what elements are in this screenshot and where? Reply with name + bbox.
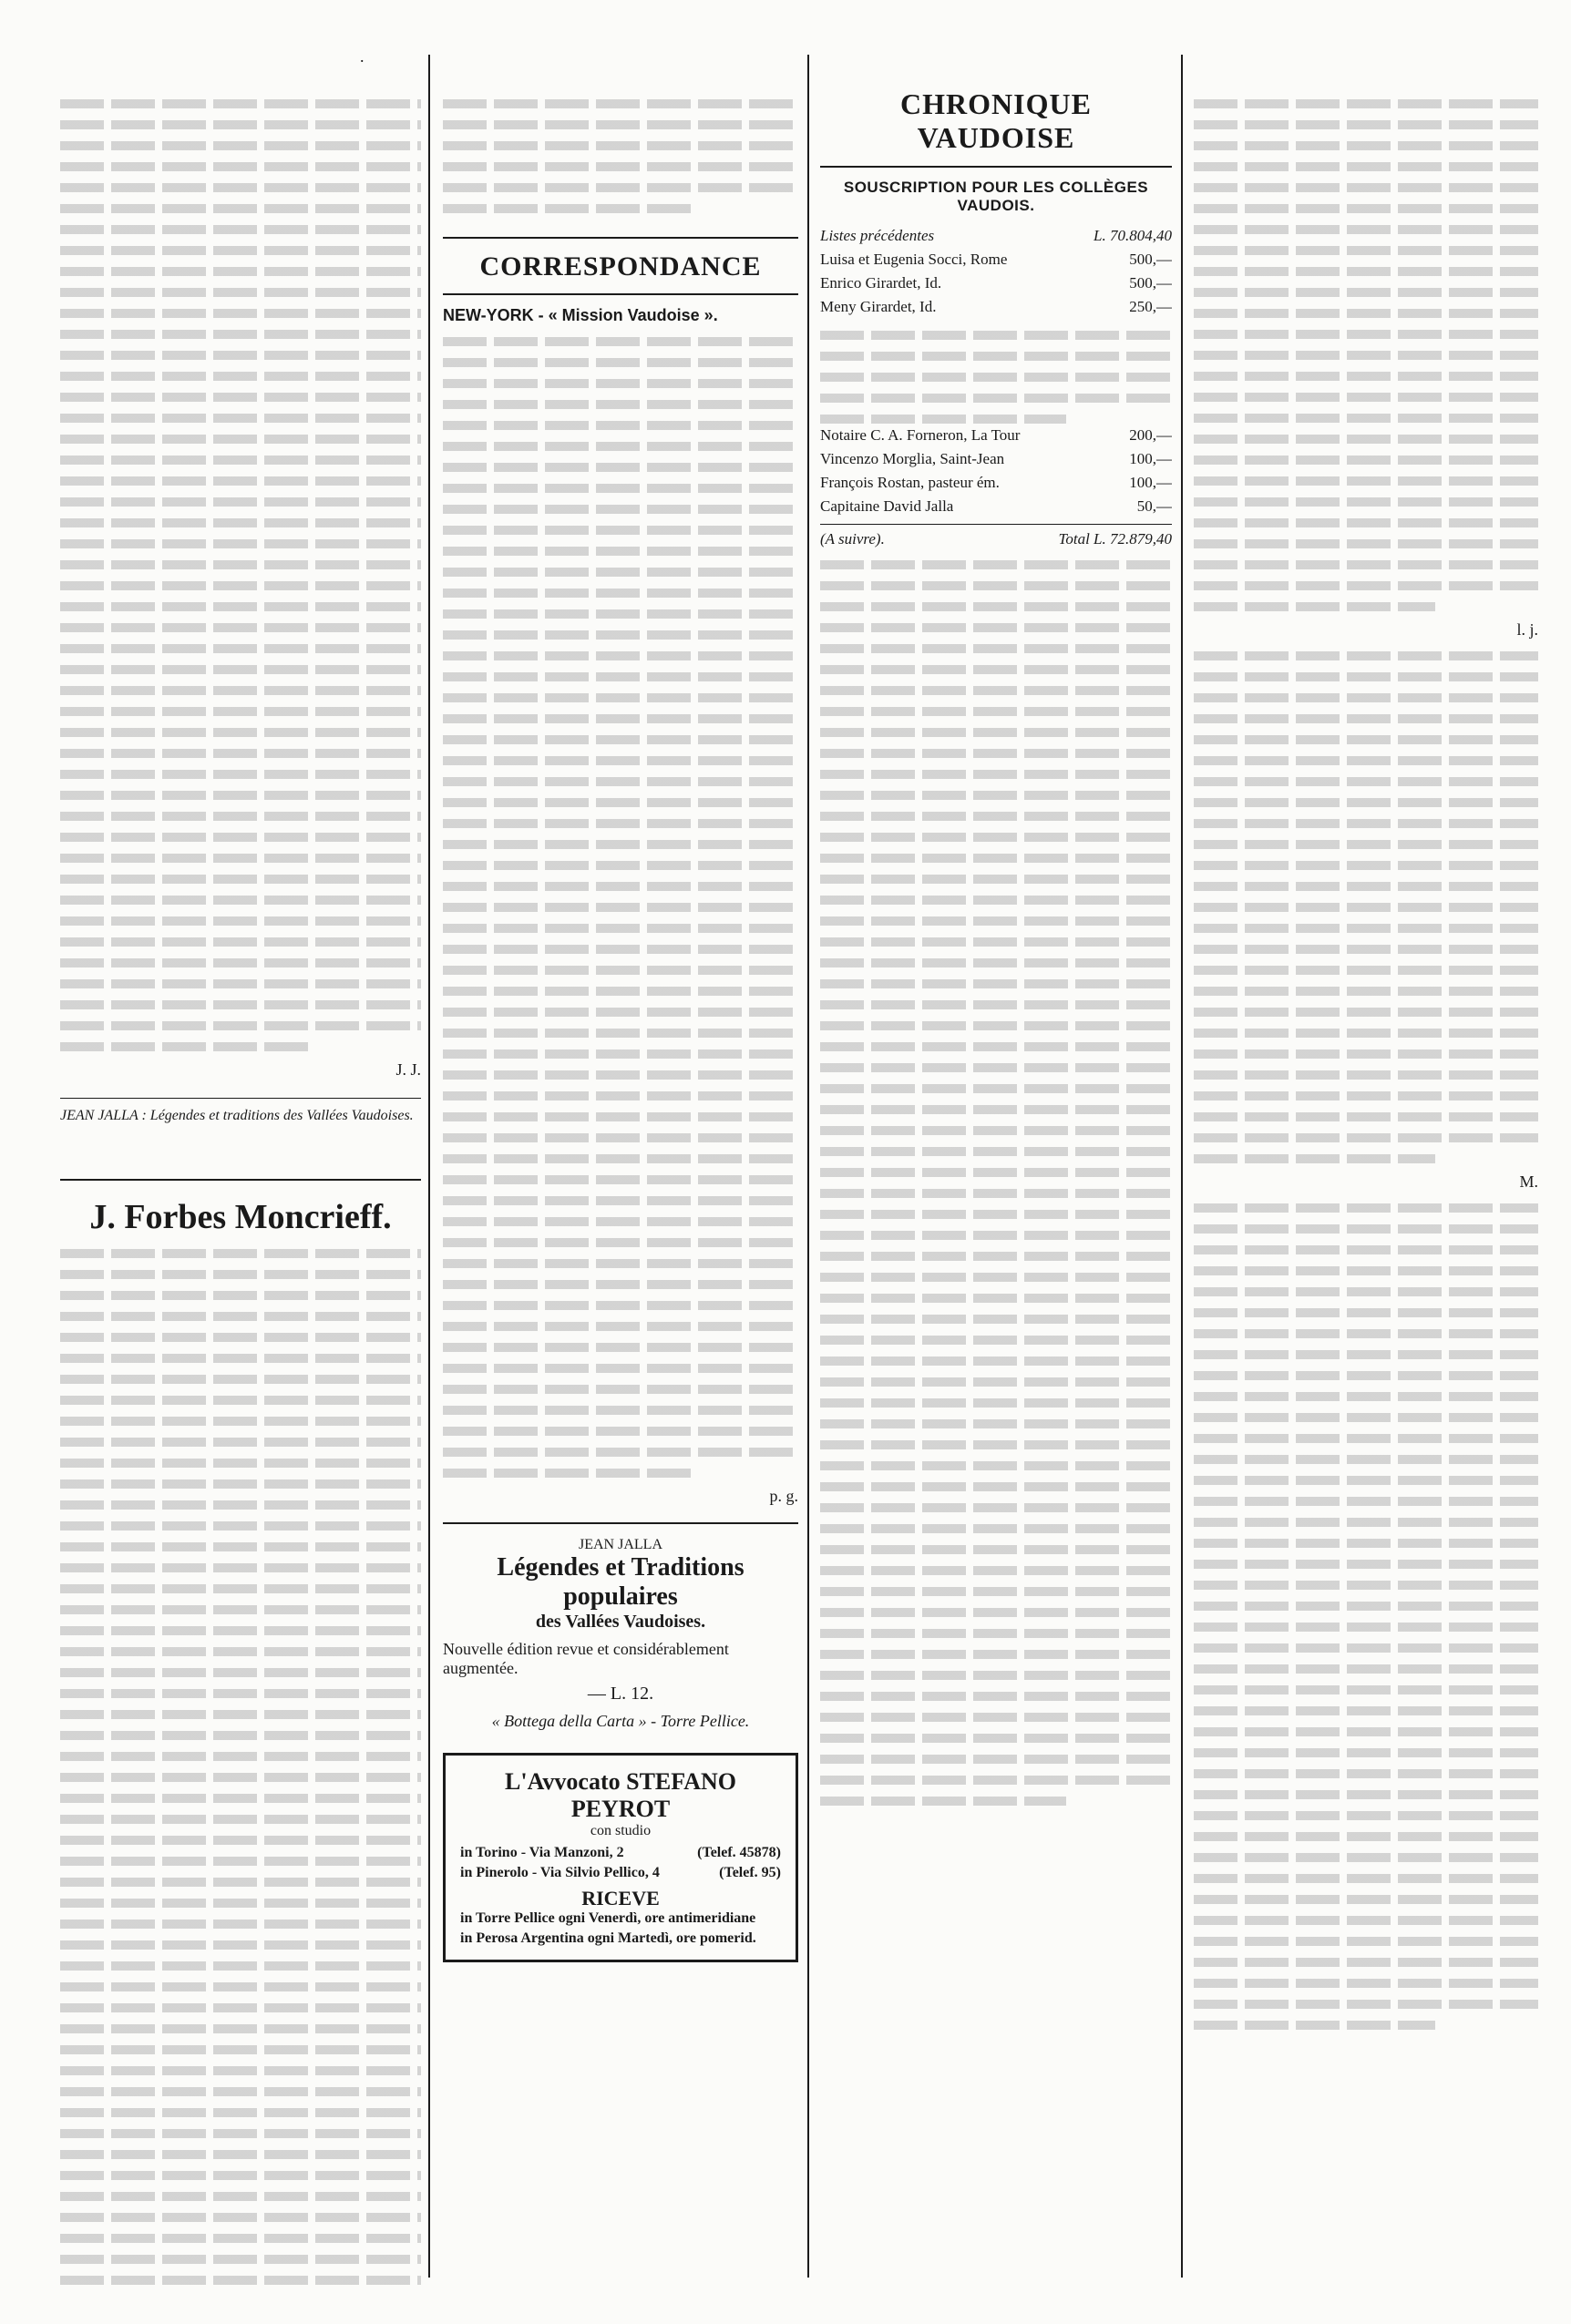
torino-line: in Torino - Via Manzoni, 2 (460, 1845, 624, 1860)
subscriber-amount: 500,— (1129, 274, 1172, 292)
section-divider (60, 1179, 421, 1181)
footnote-divider (60, 1098, 421, 1099)
subscriber-name: Vincenzo Morglia, Saint-Jean (820, 450, 1005, 467)
subscriber-row (820, 271, 1172, 295)
total-label: Total L. (1058, 530, 1106, 548)
pinerolo-row (460, 1865, 781, 1881)
column-3 (820, 87, 1172, 2292)
total-amount-wrap (1058, 530, 1172, 548)
souscription-title: SOUSCRIPTION POUR LES COLLÈGES VAUDOIS. (843, 179, 1149, 214)
column-2 (443, 87, 798, 2292)
subscriber-row (820, 447, 1172, 471)
moncrieff-article (60, 1249, 421, 2292)
listes-label: Listes précédentes (820, 227, 935, 244)
chronique-articles (820, 560, 1172, 1806)
chronique-continuation (1194, 99, 1538, 611)
book-title-line2: des Vallées Vaudoises. (535, 1612, 706, 1632)
column-rule-3 (1181, 55, 1183, 2278)
subscriber-name: Meny Girardet, Id. (820, 298, 937, 315)
subscriber-name: Luisa et Eugenia Socci, Rome (820, 251, 1008, 268)
pinerolo-line: in Pinerolo - Via Silvio Pellico, 4 (460, 1865, 660, 1880)
torino-tel: (Telef. 45878) (697, 1845, 781, 1860)
chronique-continuation-3 (1194, 1203, 1538, 2030)
subscriber-amount: 100,— (1129, 450, 1172, 467)
subscriber-amount: 50,— (1136, 497, 1172, 515)
subscriber-amount: 100,— (1129, 474, 1172, 491)
book-author: JEAN JALLA (579, 1537, 662, 1552)
subscriber-row (820, 495, 1172, 518)
ad-divider (443, 1522, 798, 1524)
lawyer-ad (443, 1753, 798, 1962)
book-ad (443, 1537, 798, 1731)
subscriber-amount: 200,— (1129, 426, 1172, 444)
subscriber-row (820, 424, 1172, 447)
section-divider (443, 237, 798, 239)
article-signature: J. J. (395, 1060, 421, 1079)
book-seller: « Bottega della Carta » - Torre Pellice. (491, 1712, 750, 1730)
section-signature-1: l. j. (1516, 620, 1538, 639)
obituary-continuation (443, 99, 798, 213)
subscriber-name: François Rostan, pasteur ém. (820, 474, 1000, 491)
column-4 (1194, 87, 1538, 2292)
section-signature-2: M. (1519, 1172, 1538, 1191)
subscription-table (820, 224, 1172, 548)
moncrieff-title: J. Forbes Moncrieff. (89, 1198, 392, 1236)
lawyer-studio: con studio (590, 1823, 652, 1838)
article-continuation (60, 99, 421, 1051)
lawyer-name: L'Avvocato STEFANO PEYROT (505, 1768, 736, 1822)
book-title-line1: Légendes et Traditions populaires (497, 1553, 744, 1611)
column-1 (60, 87, 421, 2292)
a-suivre: (A suivre). (820, 530, 885, 548)
column-rule-1 (428, 55, 430, 2278)
torino-row (460, 1845, 781, 1861)
subscription-total-row (820, 524, 1172, 548)
total-amount: 72.879,40 (1110, 530, 1172, 548)
chronique-continuation-2 (1194, 651, 1538, 1163)
footnote-source: JEAN JALLA : Légendes et traditions des Vallées Vaudoises. (60, 1108, 414, 1123)
section-divider (443, 293, 798, 295)
column-rule-2 (807, 55, 809, 2278)
pinerolo-tel: (Telef. 95) (719, 1865, 781, 1880)
listes-precedentes-row (820, 224, 1172, 248)
correspondance-subtitle: NEW-YORK - « Mission Vaudoise ». (443, 306, 718, 324)
correspondance-title: CORRESPONDANCE (479, 251, 762, 282)
chronique-title: CHRONIQUE VAUDOISE (900, 87, 1092, 154)
subscriber-name: Enrico Girardet, Id. (820, 274, 942, 292)
section-divider (820, 166, 1172, 168)
correspondance-article (443, 337, 798, 1478)
page-marker: . (360, 47, 365, 66)
perosa-line: in Perosa Argentina ogni Martedì, ore pomerid. (460, 1930, 756, 1946)
subscriber-row (820, 248, 1172, 271)
listes-amount: L. 70.804,40 (1094, 227, 1172, 244)
book-price: — L. 12. (587, 1684, 654, 1704)
book-edition: Nouvelle édition revue et considérablement augmentée. (443, 1640, 729, 1677)
subscriber-amount: 500,— (1129, 251, 1172, 268)
subscriber-row (820, 471, 1172, 495)
lawyer-receives: RICEVE (581, 1887, 660, 1909)
subscriber-amount: 250,— (1129, 298, 1172, 315)
subscriber-name: Notaire C. A. Forneron, La Tour (820, 426, 1021, 444)
correspondance-signature: p. g. (769, 1487, 798, 1505)
subscriber-row (820, 295, 1172, 319)
subscriber-name: Capitaine David Jalla (820, 497, 954, 515)
torre-line: in Torre Pellice ogni Venerdì, ore antimeridiane (460, 1910, 756, 1926)
